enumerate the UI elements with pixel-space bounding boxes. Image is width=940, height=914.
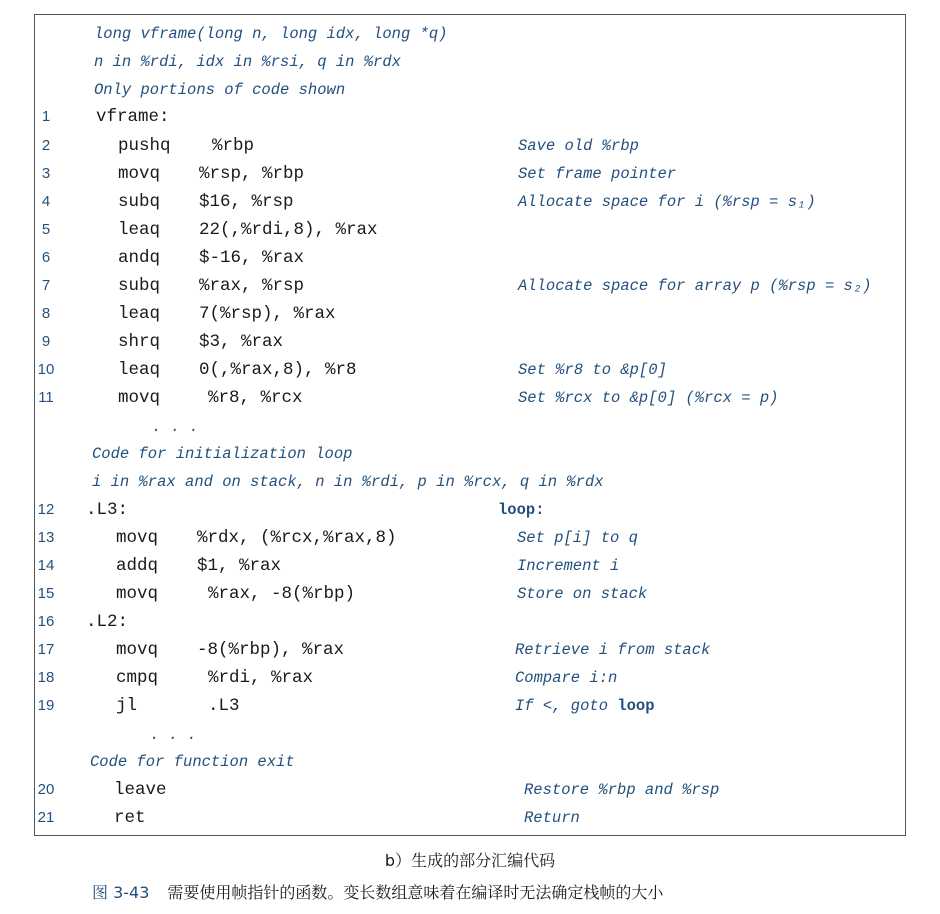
comment: Set %rcx to &p[0] (%rcx = p): [518, 389, 779, 407]
line-number: 16: [37, 613, 55, 630]
operands: %rdx, (%rcx,%rax,8): [197, 528, 397, 548]
code-line: [0, 665, 940, 691]
opcode: subq: [118, 192, 161, 212]
operands: %rbp: [212, 136, 255, 156]
line-number: 9: [41, 333, 51, 350]
subfigure-caption: b）生成的部分汇编代码: [384, 851, 556, 870]
code-line: [0, 385, 940, 411]
ellipsis: . . .: [150, 726, 197, 744]
operands: $-16, %rax: [199, 248, 305, 268]
line-number: 4: [41, 193, 51, 210]
opcode: movq: [116, 584, 159, 604]
portion-note: Only portions of code shown: [94, 81, 346, 99]
code-line: [0, 497, 940, 523]
line-number: 13: [37, 529, 55, 546]
opcode: movq: [118, 164, 161, 184]
opcode: shrq: [118, 332, 161, 352]
comment-text: If <, goto: [515, 697, 609, 715]
operands: %rsp, %rbp: [199, 164, 305, 184]
comment: Set p[i] to q: [517, 529, 638, 547]
operands: 7(%rsp), %rax: [199, 304, 336, 324]
code-line: [0, 133, 940, 159]
loop-keyword: loop: [617, 697, 655, 715]
ellipsis-line: [0, 414, 940, 440]
register-mapping: i in %rax and on stack, n in %rdi, p in %rcx, q in %rdx: [92, 473, 604, 491]
opcode: andq: [118, 248, 161, 268]
comment-line: [0, 441, 940, 467]
opcode: leaq: [118, 304, 161, 324]
code-line: [0, 581, 940, 607]
operands: $1, %rax: [197, 556, 282, 576]
operands: $3, %rax: [199, 332, 284, 352]
opcode: leave: [114, 780, 167, 800]
comment: Restore %rbp and %rsp: [524, 781, 720, 799]
line-number: 10: [37, 361, 55, 378]
opcode: cmpq: [116, 668, 159, 688]
comment: Set frame pointer: [518, 165, 677, 183]
line-number: 15: [37, 585, 55, 602]
line-number: 11: [38, 389, 54, 406]
operands: $16, %rsp: [199, 192, 294, 212]
code-line: [0, 245, 940, 271]
comment-line: [0, 21, 940, 47]
line-number: 12: [37, 501, 55, 518]
code-line: [0, 161, 940, 187]
ellipsis-line: [0, 722, 940, 748]
operands: .L3: [208, 696, 240, 716]
line-number: 20: [37, 781, 55, 798]
code-line: [0, 777, 940, 803]
code-line: [0, 637, 940, 663]
comment: Compare i:n: [515, 669, 618, 687]
comment-line: [0, 77, 940, 103]
operands: %r8, %rcx: [208, 388, 303, 408]
line-number: 8: [41, 305, 51, 322]
operands: -8(%rbp), %rax: [197, 640, 345, 660]
section-comment: Code for initialization loop: [92, 445, 353, 463]
opcode: pushq: [118, 136, 171, 156]
line-number: 7: [41, 277, 51, 294]
comment: [515, 693, 655, 719]
line-number: 3: [41, 165, 51, 182]
code-line: [0, 805, 940, 831]
code-line: [0, 301, 940, 327]
opcode: movq: [116, 528, 159, 548]
code-line: [0, 525, 940, 551]
comment: Increment i: [517, 557, 620, 575]
comment: Allocate space for array p (%rsp = s₂): [518, 277, 872, 295]
code-line: [0, 553, 940, 579]
comment-line: [0, 49, 940, 75]
operands: 22(,%rdi,8), %rax: [199, 220, 378, 240]
opcode: ret: [114, 808, 146, 828]
code-line: [0, 329, 940, 355]
opcode: leaq: [118, 360, 161, 380]
line-number: 18: [37, 669, 55, 686]
line-number: 19: [37, 697, 55, 714]
line-number: 5: [41, 221, 51, 238]
line-number: 17: [37, 641, 55, 658]
opcode: movq: [118, 388, 161, 408]
line-number: 21: [37, 809, 55, 826]
loop-label: loop:: [498, 501, 545, 519]
opcode: subq: [118, 276, 161, 296]
line-number: 1: [41, 108, 51, 125]
line-number: 2: [41, 137, 51, 154]
operands: %rax, %rsp: [199, 276, 305, 296]
code-line: [0, 693, 940, 719]
opcode: movq: [116, 640, 159, 660]
opcode: addq: [116, 556, 159, 576]
register-mapping: n in %rdi, idx in %rsi, q in %rdx: [94, 53, 401, 71]
code-line: [0, 273, 940, 299]
comment: Save old %rbp: [518, 137, 639, 155]
figure-caption-text: 需要使用帧指针的函数。变长数组意味着在编译时无法确定栈帧的大小: [167, 883, 664, 902]
label: .L2:: [86, 612, 129, 632]
comment: Return: [524, 809, 580, 827]
ellipsis: . . .: [152, 418, 199, 436]
operands: 0(,%rax,8), %r8: [199, 360, 357, 380]
operands: %rdi, %rax: [208, 668, 314, 688]
opcode: jl: [116, 696, 138, 716]
operands: %rax, -8(%rbp): [208, 584, 356, 604]
line-number: 6: [41, 249, 51, 266]
label: .L3:: [86, 500, 129, 520]
line-number: 14: [37, 557, 55, 574]
code-line: [0, 104, 940, 130]
label: vframe:: [96, 107, 170, 127]
code-line: [0, 357, 940, 383]
comment: Set %r8 to &p[0]: [518, 361, 667, 379]
comment-line: [0, 749, 940, 775]
code-line: [0, 189, 940, 215]
figure-label: 图 3-43: [92, 883, 150, 902]
comment: Retrieve i from stack: [515, 641, 711, 659]
opcode: leaq: [118, 220, 161, 240]
function-signature: long vframe(long n, long idx, long *q): [94, 25, 448, 43]
code-line: [0, 609, 940, 635]
code-line: [0, 217, 940, 243]
comment: Store on stack: [517, 585, 648, 603]
comment-line: [0, 469, 940, 495]
comment: Allocate space for i (%rsp = s₁): [518, 193, 816, 211]
figure-caption: [92, 880, 663, 903]
section-comment: Code for function exit: [90, 753, 295, 771]
